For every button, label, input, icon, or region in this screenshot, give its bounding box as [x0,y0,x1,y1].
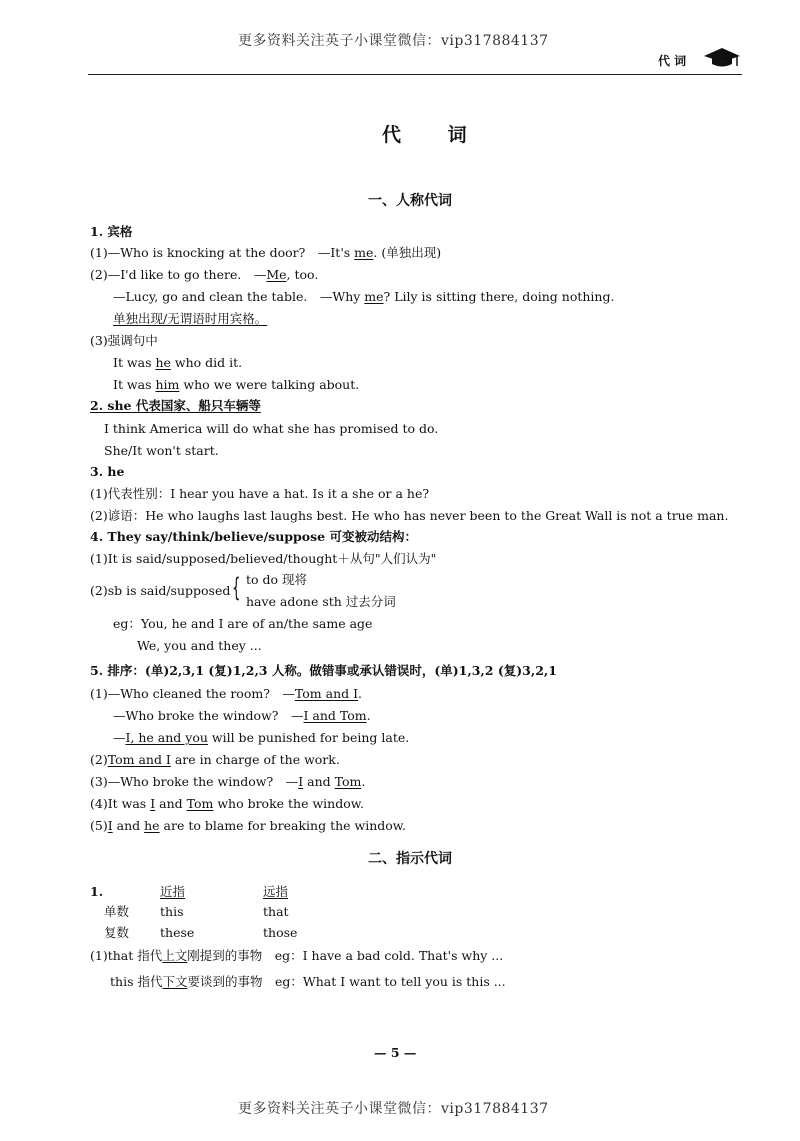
item-heading-2-1: 1. [90,884,104,899]
text-line: We, you and they ... [137,638,262,653]
text-line: (1)—Who cleaned the room? —Tom and I. [90,686,363,701]
table-cell: that [263,904,289,919]
text-line: (2)Tom and I are in charge of the work. [90,752,340,767]
text-line: It was him who we were talking about. [113,377,360,392]
header-rule [88,74,742,75]
text-line: She/It won't start. [104,443,219,458]
text-line: —I, he and you will be punished for being late. [113,730,410,745]
item-heading-5: 5. 排序：(单)2,3,1 (复)1,2,3 人称。做错事或承认错误时，(单)1,3,2 (复)3,2,1 [90,663,557,678]
watermark-top: 更多资料关注英子小课堂微信：vip317884137 [238,33,549,49]
graduation-cap-icon [702,44,742,70]
text-line: I think America will do what she has promised to do. [104,421,439,436]
text-line: (1)It is said/supposed/believed/thought＋从句"人们认为" [90,551,437,566]
table-cell: these [160,925,195,940]
text-line: (1)that 指代上文刚提到的事物 eg：I have a bad cold. That's why ... [90,948,504,963]
running-header: 代 词 [658,54,687,68]
table-row-label: 复数 [104,925,130,940]
table-cell: this [160,904,184,919]
item-heading-1: 1. 宾格 [90,224,133,239]
text-line: (4)It was I and Tom who broke the window. [90,796,364,811]
text-line: —Who broke the window? —I and Tom. [113,708,371,723]
table-col-header-near: 近指 [160,884,186,899]
text-line: (1)代表性别：I hear you have a hat. Is it a she or a he? [90,486,430,501]
item-heading-4: 4. They say/think/believe/suppose 可变被动结构： [90,529,417,544]
text-line: (5)I and he are to blame for breaking the window. [90,818,406,833]
page-number: — 5 — [374,1045,417,1060]
section-heading-demonstrative: 二、指示代词 [368,851,452,867]
text-line: (1)—Who is knocking at the door? —It's me. (单独出现) [90,245,442,260]
text-line: (2)sb is said/supposed [90,583,231,598]
text-line: (3)强调句中 [90,333,158,348]
table-col-header-far: 远指 [263,884,289,899]
page-title: 代 词 [382,124,487,146]
text-line: this 指代下文要谈到的事物 eg：What I want to tell you is this ... [110,974,506,989]
text-line: —Lucy, go and clean the table. —Why me? Lily is sitting there, doing nothing. [113,289,615,304]
text-line: It was he who did it. [113,355,243,370]
brace-option: have adone sth 过去分词 [246,594,396,609]
text-line: (2)谚语：He who laughs last laughs best. He who has never been to the Great Wall is not a true man. [90,508,729,523]
note-line: 单独出现/无谓语时用宾格。 [113,311,268,326]
text-line: (2)—I'd like to go there. —Me, too. [90,267,319,282]
item-heading-3: 3. he [90,464,125,479]
brace-option: to do 现将 [246,572,308,587]
brace: { [232,573,241,603]
item-heading-2: 2. she 代表国家、船只车辆等 [90,398,261,413]
table-cell: those [263,925,298,940]
table-row-label: 单数 [104,904,130,919]
text-line: eg：You, he and I are of an/the same age [113,616,373,631]
section-heading-personal: 一、人称代词 [368,193,452,209]
watermark-bottom: 更多资料关注英子小课堂微信：vip317884137 [238,1101,549,1117]
text-line: (3)—Who broke the window? —I and Tom. [90,774,366,789]
